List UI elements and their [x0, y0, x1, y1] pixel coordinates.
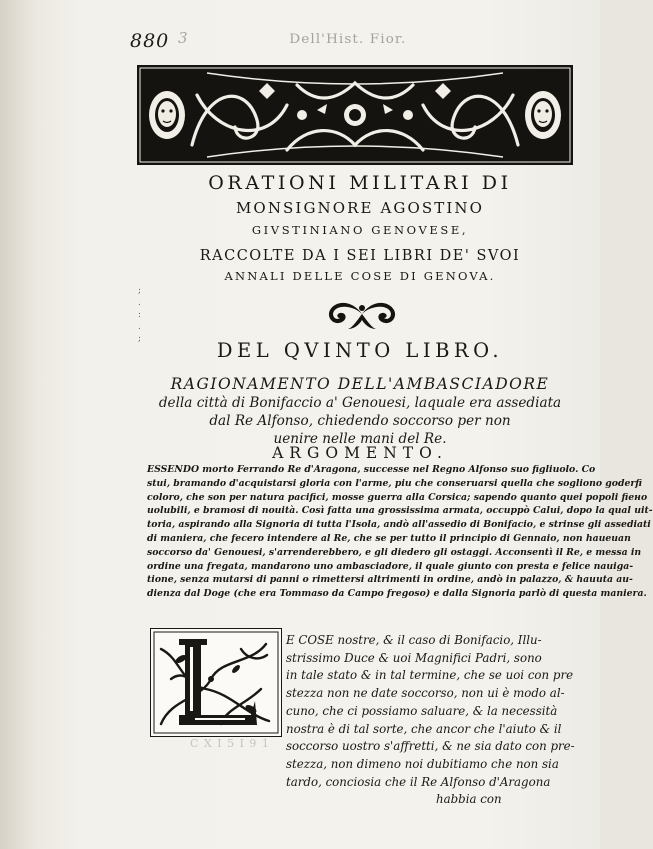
body-line: stezza, non dimeno noi dubitiamo che non sia	[286, 756, 559, 771]
body-line: habbia con	[436, 792, 502, 807]
summary-line: stui, bramando d'acquistarsi gloria con l'arme, piu che conseruarsi quella che sogliono goderfi	[147, 477, 643, 489]
title-line: RACCOLTE DA I SEI LIBRI DE' SVOI	[199, 248, 521, 264]
summary-line: ordine una fregata, mandarono uno ambasciadore, il quale giunto con presta e felice nauiga-	[147, 560, 634, 572]
title-line: ANNALI DELLE COSE DI GENOVA.	[224, 269, 496, 283]
summary-line: coloro, che son per natura pacifici, mosse guerra alla Corsica; sapendo quanto quei popoli fiено	[147, 491, 648, 503]
title-line: MONSIGNORE AGOSTINO	[235, 199, 485, 217]
argument-summary	[147, 463, 653, 601]
summary-line: dienza dal Doge (che era Tommaso da Campo fregoso) e dalla Signoria parlò di questa maniera.	[147, 588, 647, 600]
body-line: stezza non ne date soccorso, non ui è modo al-	[286, 686, 565, 701]
body-line: strissimo Duce & uoi Magnifici Padri, sono	[286, 650, 542, 665]
body-line: nostra è di tal sorte, che ancor che l'aiuto & il	[286, 721, 562, 736]
title-line: ORATIONI MILITARI DI	[208, 172, 512, 194]
summary-line: soccorso da' Genouesi, s'arrenderebbero, e gli diedero gli ostaggi. Acconsentì il Re, e messa in	[147, 546, 642, 558]
summary-line: ESSENDO morto Ferrando Re d'Aragona, successe nel Regno Alfonso suo figliuolo. Co	[147, 464, 596, 475]
argomento-heading: ARGOMENTO.	[272, 444, 448, 462]
margin-marks: ; . : . ;	[138, 286, 142, 344]
decorated-initial	[150, 628, 282, 737]
summary-line: di maniera, che fecero intendere al Re, che se per tutto il principio di Gennaio, non haueuan	[147, 532, 631, 544]
summary-line: uolubili, e bramosi di nouità. Così fatta una grossissima armata, occuppò Calui, dopo la qual uit-	[147, 505, 653, 517]
body-line: cuno, che ci possiamo saluare, & la necessità	[286, 703, 558, 718]
oration-text	[286, 632, 576, 809]
speech-subheading: dal Re Alfonso, chiedendo soccorso per non	[209, 413, 511, 429]
body-line: soccorso uostro s'affretti, & ne sia dato con pre-	[286, 739, 575, 754]
summary-line: toria, aspirando alla Signoria di tutta l'Isola, andò all'assedio di Bonifacio, e strinse gli assediati	[147, 519, 651, 531]
speech-subheading: della città di Bonifaccio a' Genouesi, laquale era assediata	[158, 395, 562, 411]
show-through-text: Dell'Hist. Fior.	[289, 32, 407, 47]
body-line: E COSE nostre, & il caso di Bonifacio, Illu-	[286, 633, 542, 647]
fleuron-ornament	[322, 298, 402, 330]
speech-heading: RAGIONAMENTO DELL'AMBASCIADORE	[170, 375, 550, 393]
body-line: tardo, conciosia che il Re Alfonso d'Aragona	[286, 774, 551, 789]
folio-number: 880	[130, 30, 170, 52]
speech-subheading: uenire nelle mani del Re.	[273, 431, 447, 447]
handwritten-note: 3	[178, 29, 189, 47]
book-title: DEL QVINTO LIBRO.	[216, 339, 504, 362]
title-line: GIVSTINIANO GENOVESE,	[251, 223, 469, 237]
summary-line: tione, senza mutarsi di panni o rimettersi altrimenti in ordine, andò in palazzo, & hauuta au-	[147, 574, 633, 586]
library-stamp: C X I 5 I 9 1	[190, 737, 270, 750]
body-line: in tale stato & in tal termine, che se uoi con pre	[286, 668, 574, 683]
woodcut-headpiece	[137, 65, 573, 165]
initial-letter: L	[151, 629, 152, 630]
